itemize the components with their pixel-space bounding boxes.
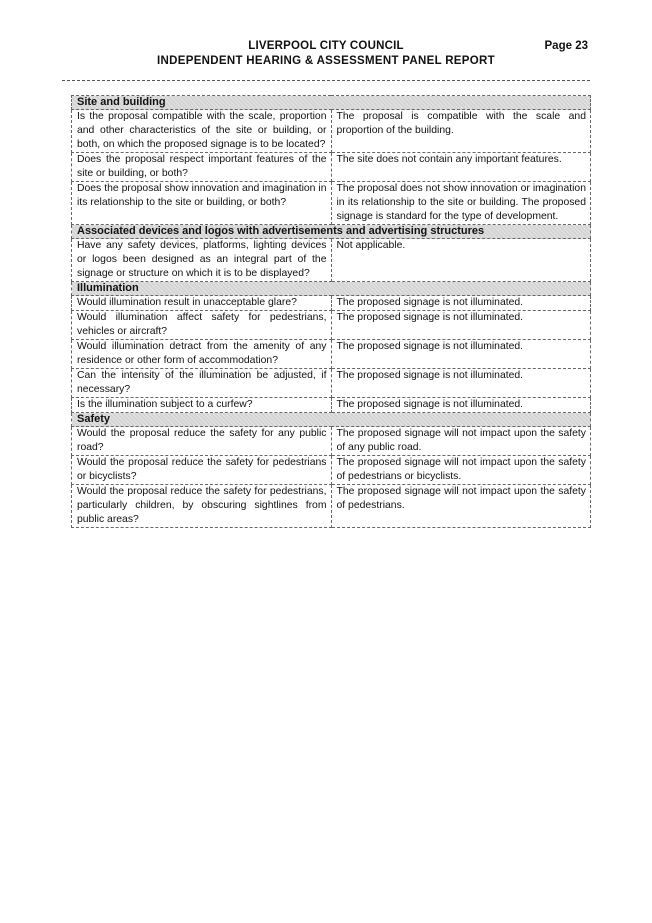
table-row <box>72 398 591 413</box>
answer-cell: The proposed signage will not impact upon the safety of any public road. <box>331 427 591 456</box>
question-cell: Would the proposal reduce the safety for any public road? <box>72 427 332 456</box>
section-title: Illumination <box>72 282 591 296</box>
question-cell: Is the illumination subject to a curfew? <box>72 398 332 413</box>
question-cell: Can the intensity of the illumination be adjusted, if necessary? <box>72 369 332 398</box>
section-header-row <box>72 96 591 110</box>
question-cell: Is the proposal compatible with the scale, proportion and other characteristics of the site or building, or both, on which the proposed signage is to be located? <box>72 110 332 153</box>
answer-cell: The proposed signage is not illuminated. <box>331 369 591 398</box>
question-cell: Would illumination detract from the amenity of any residence or other form of accommodation? <box>72 340 332 369</box>
table-row <box>72 485 591 528</box>
table-row <box>72 110 591 153</box>
page-header <box>0 38 652 78</box>
question-cell: Would illumination affect safety for pedestrians, vehicles or aircraft? <box>72 311 332 340</box>
answer-cell: The proposed signage is not illuminated. <box>331 296 591 311</box>
table-row <box>72 456 591 485</box>
section-header-row <box>72 413 591 427</box>
table-row <box>72 340 591 369</box>
table-row <box>72 427 591 456</box>
question-cell: Have any safety devices, platforms, lighting devices or logos been designed as an integral part of the signage or structure on which it is to be displayed? <box>72 239 332 282</box>
report-title: INDEPENDENT HEARING & ASSESSMENT PANEL REPORT <box>157 55 495 67</box>
answer-cell: Not applicable. <box>331 239 591 282</box>
table-row <box>72 296 591 311</box>
section-header-row <box>72 225 591 239</box>
page-number: Page 23 <box>544 40 588 52</box>
question-cell: Would the proposal reduce the safety for pedestrians or bicyclists? <box>72 456 332 485</box>
question-cell: Does the proposal show innovation and imagination in its relationship to the site or building, or both? <box>72 182 332 225</box>
table-row <box>72 311 591 340</box>
answer-cell: The site does not contain any important features. <box>331 153 591 182</box>
header-divider <box>62 80 590 81</box>
answer-cell: The proposed signage will not impact upon the safety of pedestrians or bicyclists. <box>331 456 591 485</box>
organisation-name: LIVERPOOL CITY COUNCIL <box>248 40 404 52</box>
assessment-table <box>71 95 591 528</box>
answer-cell: The proposed signage will not impact upon the safety of pedestrians. <box>331 485 591 528</box>
question-cell: Does the proposal respect important features of the site or building, or both? <box>72 153 332 182</box>
section-title: Site and building <box>72 96 591 110</box>
answer-cell: The proposal is compatible with the scale and proportion of the building. <box>331 110 591 153</box>
table-row <box>72 182 591 225</box>
section-header-row <box>72 282 591 296</box>
table-row <box>72 239 591 282</box>
section-title: Safety <box>72 413 591 427</box>
question-cell: Would illumination result in unacceptable glare? <box>72 296 332 311</box>
table-row <box>72 369 591 398</box>
table-row <box>72 153 591 182</box>
answer-cell: The proposed signage is not illuminated. <box>331 311 591 340</box>
answer-cell: The proposed signage is not illuminated. <box>331 340 591 369</box>
answer-cell: The proposed signage is not illuminated. <box>331 398 591 413</box>
answer-cell: The proposal does not show innovation or imagination in its relationship to the site or building. The proposed signage is standard for the type of development. <box>331 182 591 225</box>
section-title: Associated devices and logos with advertisements and advertising structures <box>72 225 591 239</box>
question-cell: Would the proposal reduce the safety for pedestrians, particularly children, by obscuring sightlines from public areas? <box>72 485 332 528</box>
